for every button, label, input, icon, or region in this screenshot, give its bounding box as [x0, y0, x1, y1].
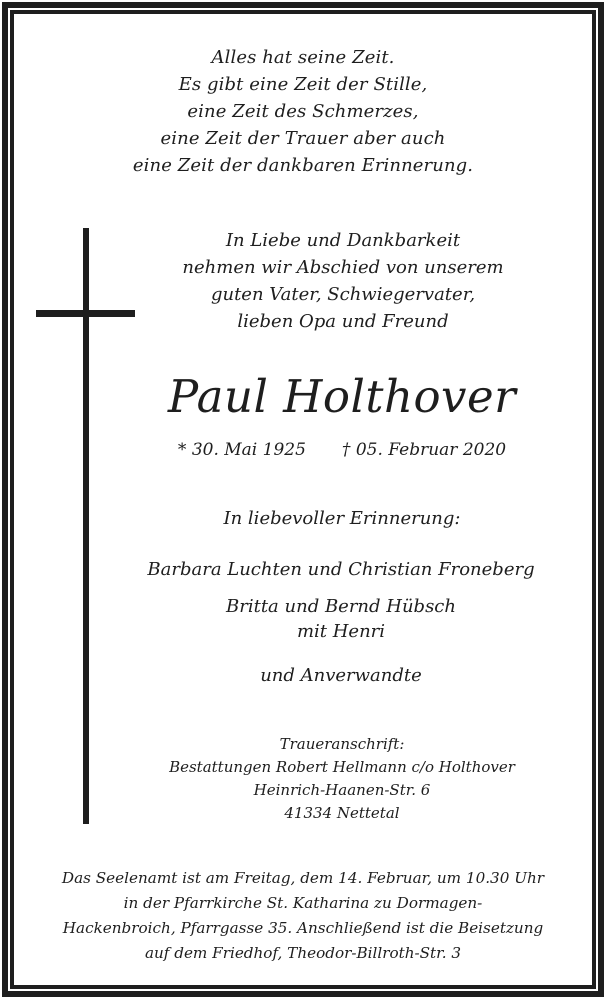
- mourner-line: Britta und Bernd Hübsch: [226, 596, 456, 617]
- address-line: Bestattungen Robert Hellmann c/o Holthover: [169, 758, 515, 776]
- mourner-line: Barbara Luchten und Christian Froneberg: [147, 559, 535, 580]
- mourner-line: und Anverwandte: [260, 665, 422, 686]
- poem-line: eine Zeit des Schmerzes,: [187, 101, 419, 122]
- cross-horizontal-bar: [36, 310, 135, 317]
- intro-line: lieben Opa und Freund: [237, 311, 449, 332]
- service-line: auf dem Friedhof, Theodor-Billroth-Str. 3: [144, 944, 462, 962]
- intro-text: [140, 227, 546, 335]
- poem: [18, 44, 588, 179]
- poem-line: Es gibt eine Zeit der Stille,: [178, 74, 428, 95]
- mourner-group: [100, 594, 582, 644]
- service-info: [18, 866, 588, 966]
- service-line: Das Seelenamt ist am Freitag, dem 14. Februar, um 10.30 Uhr: [61, 869, 545, 887]
- life-dates: [130, 438, 554, 462]
- deceased-name: Paul Holthover: [167, 370, 517, 423]
- birth-date: * 30. Mai 1925: [177, 440, 306, 460]
- service-line: Hackenbroich, Pfarrgasse 35. Anschließend ist die Beisetzung: [62, 919, 544, 937]
- mourning-address: [130, 733, 554, 825]
- death-date: † 05. Februar 2020: [341, 440, 507, 460]
- cross-vertical-bar: [83, 228, 89, 824]
- memory-heading-block: [130, 505, 554, 532]
- poem-line: eine Zeit der Trauer aber auch: [160, 128, 446, 149]
- mourner-group: [100, 556, 582, 583]
- mourner-line: mit Henri: [296, 621, 386, 642]
- mourner-group: [100, 662, 582, 689]
- memory-heading: In liebevoller Erinnerung:: [223, 508, 461, 529]
- poem-line: Alles hat seine Zeit.: [211, 47, 395, 68]
- address-line: 41334 Nettetal: [284, 804, 400, 822]
- service-line: in der Pfarrkirche St. Katharina zu Dormagen-: [123, 894, 483, 912]
- poem-line: eine Zeit der dankbaren Erinnerung.: [132, 155, 474, 176]
- intro-line: nehmen wir Abschied von unserem: [182, 257, 504, 278]
- intro-line: guten Vater, Schwiegervater,: [210, 284, 476, 305]
- intro-line: In Liebe und Dankbarkeit: [225, 230, 461, 251]
- address-line: Heinrich-Haanen-Str. 6: [253, 781, 431, 799]
- address-label: Traueranschrift:: [279, 735, 405, 753]
